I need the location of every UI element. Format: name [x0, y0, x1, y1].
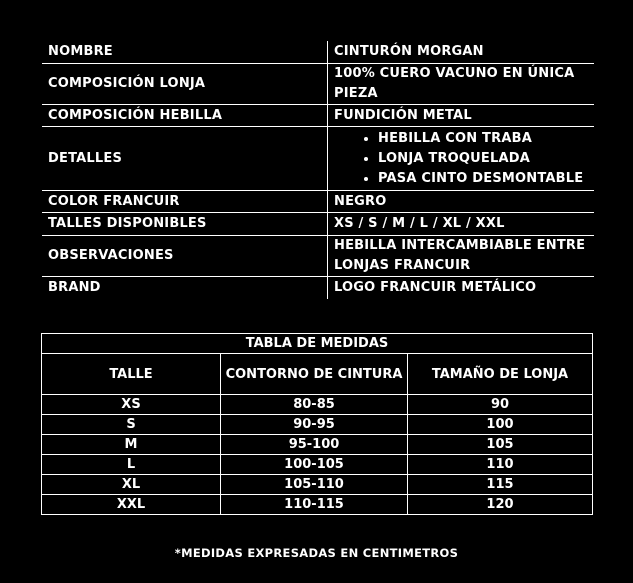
table-row [42, 395, 593, 415]
spec-row-detalles [42, 127, 594, 191]
spec-label: COMPOSICIÓN HEBILLA [42, 105, 328, 127]
column-header-contorno: CONTORNO DE CINTURA [221, 354, 408, 395]
length-cell: 100 [408, 415, 593, 435]
spec-row-nombre [42, 41, 594, 64]
size-chart-table [41, 333, 593, 515]
spec-label: NOMBRE [42, 41, 328, 64]
spec-label: TALLES DISPONIBLES [42, 213, 328, 236]
spec-value: XS / S / M / L / XL / XXL [328, 213, 595, 236]
spec-label: COMPOSICIÓN LONJA [42, 64, 328, 105]
table-row [42, 455, 593, 475]
size-cell: XXL [42, 495, 221, 515]
spec-label: DETALLES [42, 127, 328, 191]
spec-row-observaciones [42, 236, 594, 277]
spec-label: BRAND [48, 280, 101, 295]
length-cell: 105 [408, 435, 593, 455]
waist-cell: 100-105 [221, 455, 408, 475]
spec-value [328, 127, 595, 191]
footnote: *MEDIDAS EXPRESADAS EN CENTIMETROS [174, 546, 459, 560]
column-header-lonja: TAMAÑO DE LONJA [408, 354, 593, 395]
spec-value: NEGRO [328, 191, 595, 213]
size-chart-header [42, 354, 593, 395]
spec-value: FUNDICIÓN METAL [328, 105, 595, 127]
spec-row-talles [42, 213, 594, 236]
length-cell: 115 [408, 475, 593, 495]
table-row [42, 415, 593, 435]
details-item: • PASA CINTO DESMONTABLE [378, 169, 588, 189]
spec-row-hebilla [42, 105, 594, 127]
size-cell: S [42, 415, 221, 435]
details-list [334, 129, 588, 189]
spec-value: HEBILLA INTERCAMBIABLE ENTRE LONJAS FRANCUIR [328, 236, 595, 277]
column-header-talle: TALLE [42, 354, 221, 395]
spec-value: LOGO FRANCUIR METÁLICO [328, 277, 595, 300]
size-chart-title: TABLA DE MEDIDAS [42, 334, 593, 354]
table-row [42, 475, 593, 495]
waist-cell: 90-95 [221, 415, 408, 435]
product-spec-table [42, 41, 594, 299]
waist-cell: 80-85 [221, 395, 408, 415]
spec-value: 100% CUERO VACUNO EN ÚNICA PIEZA [328, 64, 595, 105]
length-cell: 120 [408, 495, 593, 515]
length-cell: 110 [408, 455, 593, 475]
size-cell: XL [42, 475, 221, 495]
waist-cell: 95-100 [221, 435, 408, 455]
size-cell: XS [42, 395, 221, 415]
waist-cell: 105-110 [221, 475, 408, 495]
details-item: • HEBILLA CON TRABA [378, 129, 588, 149]
table-row [42, 435, 593, 455]
details-item: • LONJA TROQUELADA [378, 149, 588, 169]
table-row [42, 495, 593, 515]
spec-row-color [42, 191, 594, 213]
size-cell: M [42, 435, 221, 455]
spec-label: OBSERVACIONES [42, 236, 328, 277]
length-cell: 90 [408, 395, 593, 415]
waist-cell: 110-115 [221, 495, 408, 515]
spec-label: COLOR FRANCUIR [42, 191, 328, 213]
size-cell: L [42, 455, 221, 475]
spec-row-brand [42, 277, 594, 300]
spec-row-lonja [42, 64, 594, 105]
spec-value: CINTURÓN MORGAN [328, 41, 595, 64]
